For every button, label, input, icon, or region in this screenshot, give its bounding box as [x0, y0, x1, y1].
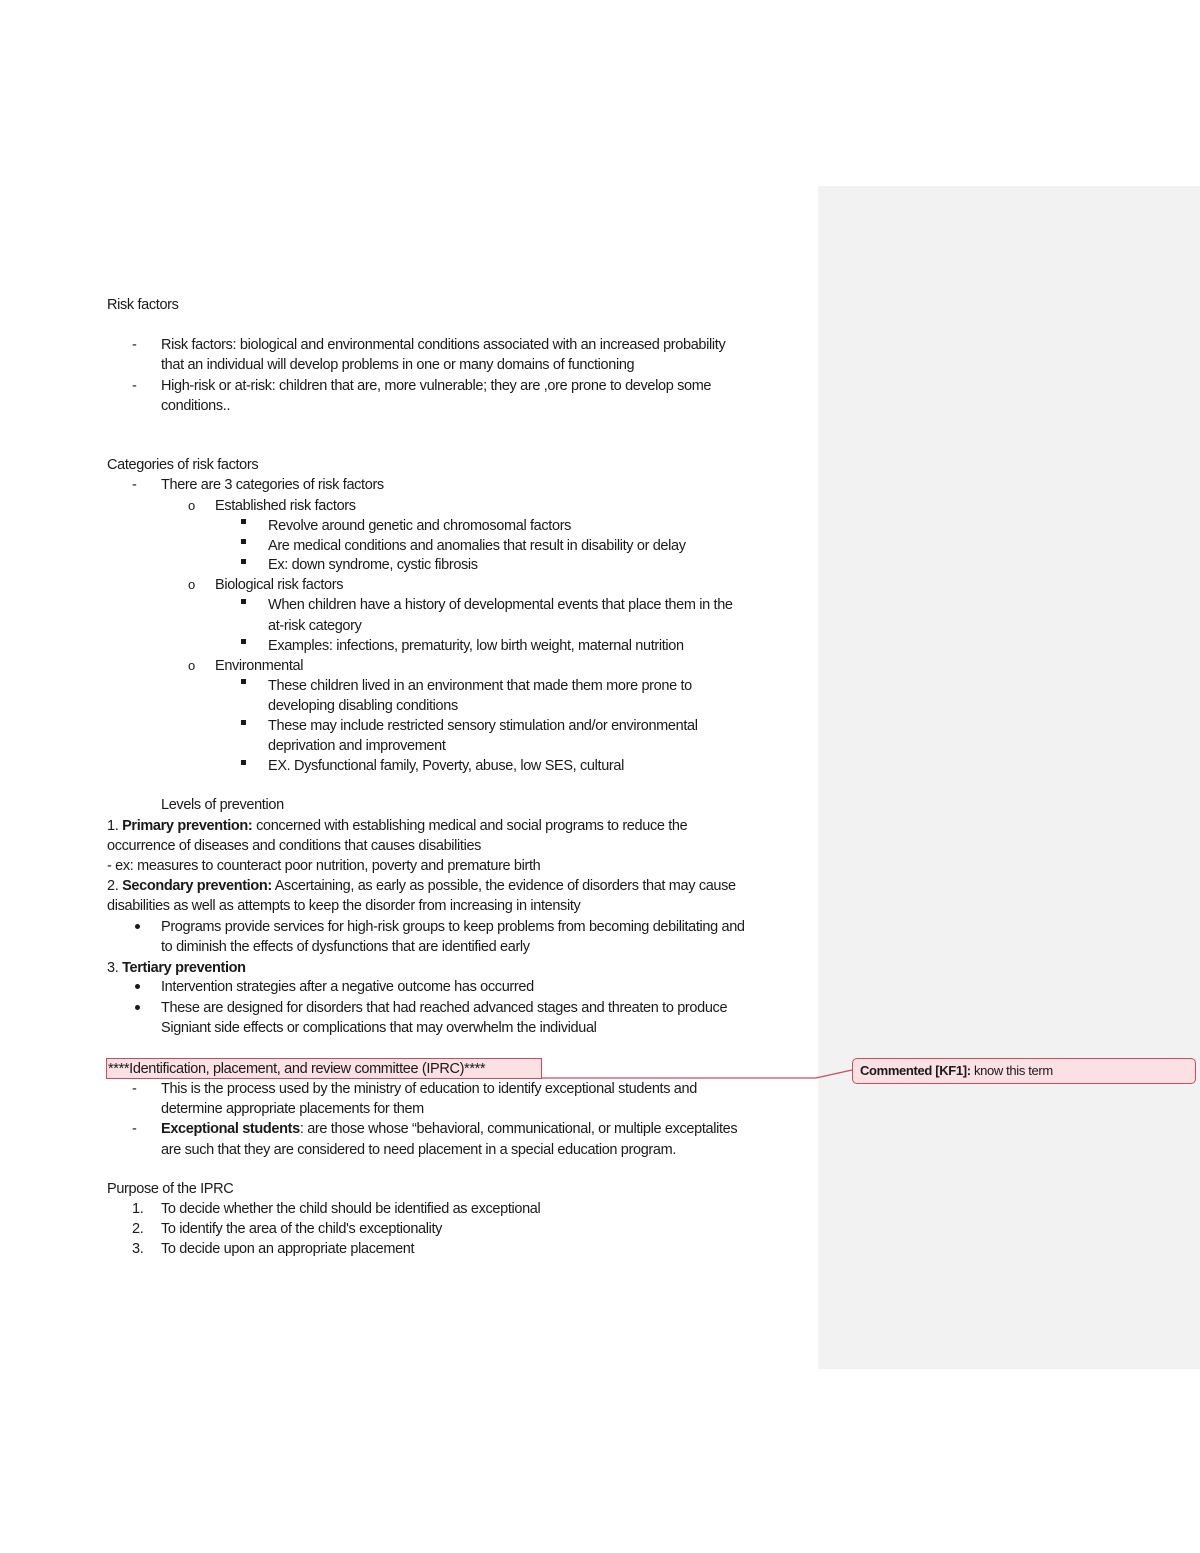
list-item-line: Ex: down syndrome, cystic fibrosis [268, 557, 478, 573]
category-name: Environmental [215, 658, 304, 674]
list-item-line: These are designed for disorders that had reached advanced stages and threaten to produce [161, 1000, 728, 1016]
section-heading-categories: Categories of risk factors [107, 457, 259, 473]
list-item-line: to diminish the effects of dysfunctions that are identified early [161, 939, 530, 955]
square-bullet [241, 760, 246, 765]
list-item-line: are such that they are considered to need placement in a special education program. [161, 1142, 677, 1158]
square-bullet [241, 639, 246, 644]
list-item-line: developing disabling conditions [268, 698, 458, 714]
round-bullet [135, 924, 140, 929]
list-item-line: To decide whether the child should be identified as exceptional [161, 1201, 541, 1217]
dash-marker: - [132, 1121, 137, 1137]
list-number: 1. [132, 1201, 144, 1217]
list-item-line: To identify the area of the child's exceptionality [161, 1221, 443, 1237]
section-heading-iprc: ****Identification, placement, and review committee (IPRC)**** [108, 1061, 486, 1077]
square-bullet [241, 519, 246, 524]
list-item-line: Programs provide services for high-risk groups to keep problems from becoming debilitating and [161, 919, 745, 935]
list-item-line: Risk factors: biological and environmental conditions associated with an increased probability [161, 337, 726, 353]
tertiary-prevention-line: 3. Tertiary prevention [107, 960, 246, 976]
list-item-line: High-risk or at-risk: children that are, more vulnerable; they are ,ore prone to develop some [161, 378, 712, 394]
comment-text: know this term [970, 1063, 1053, 1078]
circle-marker: o [188, 577, 195, 592]
list-item-line: These may include restricted sensory stimulation and/or environmental [268, 718, 698, 734]
exceptional-students-line: Exceptional students: are those whose “behavioral, communicational, or multiple exceptalites [161, 1121, 738, 1137]
list-item-line: There are 3 categories of risk factors [161, 477, 384, 493]
list-item-line: These children lived in an environment that made them more prone to [268, 678, 692, 694]
list-item-line: This is the process used by the ministry of education to identify exceptional students and [161, 1081, 697, 1097]
list-item-line: When children have a history of developmental events that place them in the [268, 597, 733, 613]
primary-prevention-line: 1. Primary prevention: concerned with establishing medical and social programs to reduce the [107, 818, 688, 834]
circle-marker: o [188, 498, 195, 513]
comment-label: Commented [KF1]: [860, 1063, 971, 1078]
section-heading-purpose: Purpose of the IPRC [107, 1181, 234, 1197]
list-number: 3. [132, 1241, 144, 1257]
list-item-line: conditions.. [161, 398, 231, 414]
circle-marker: o [188, 658, 195, 673]
comment-balloon[interactable] [852, 1058, 1196, 1084]
list-item-line: Examples: infections, prematurity, low birth weight, maternal nutrition [268, 638, 684, 654]
square-bullet [241, 599, 246, 604]
list-item-line: Revolve around genetic and chromosomal factors [268, 518, 572, 534]
list-item-line: EX. Dysfunctional family, Poverty, abuse, low SES, cultural [268, 758, 624, 774]
list-item-line: Signiant side effects or complications that may overwhelm the individual [161, 1020, 597, 1036]
paragraph-line: occurrence of diseases and conditions that causes disabilities [107, 838, 482, 854]
section-heading-prevention: Levels of prevention [161, 797, 284, 813]
list-item-line: that an individual will develop problems in one or many domains of functioning [161, 357, 635, 373]
square-bullet [241, 720, 246, 725]
square-bullet [241, 539, 246, 544]
round-bullet [135, 984, 140, 989]
list-item-line: determine appropriate placements for them [161, 1101, 424, 1117]
secondary-prevention-line: 2. Secondary prevention: Ascertaining, as early as possible, the evidence of disorders that may cause [107, 878, 736, 894]
section-heading-risk-factors: Risk factors [107, 297, 179, 313]
paragraph-line: - ex: measures to counteract poor nutrition, poverty and premature birth [107, 858, 541, 874]
square-bullet [241, 679, 246, 684]
list-item-line: Are medical conditions and anomalies that result in disability or delay [268, 538, 686, 554]
paragraph-line: disabilities as well as attempts to keep the disorder from increasing in intensity [107, 898, 581, 914]
round-bullet [135, 1005, 140, 1010]
category-name: Biological risk factors [215, 577, 344, 593]
list-item-line: at-risk category [268, 618, 362, 634]
dash-marker: - [132, 337, 137, 353]
category-name: Established risk factors [215, 498, 356, 514]
list-number: 2. [132, 1221, 144, 1237]
list-item-line: deprivation and improvement [268, 738, 446, 754]
comment-pane [818, 186, 1200, 1369]
list-item-line: To decide upon an appropriate placement [161, 1241, 415, 1257]
dash-marker: - [132, 378, 137, 394]
list-item-line: Intervention strategies after a negative outcome has occurred [161, 979, 534, 995]
dash-marker: - [132, 1081, 137, 1097]
dash-marker: - [132, 477, 137, 493]
square-bullet [241, 559, 246, 564]
